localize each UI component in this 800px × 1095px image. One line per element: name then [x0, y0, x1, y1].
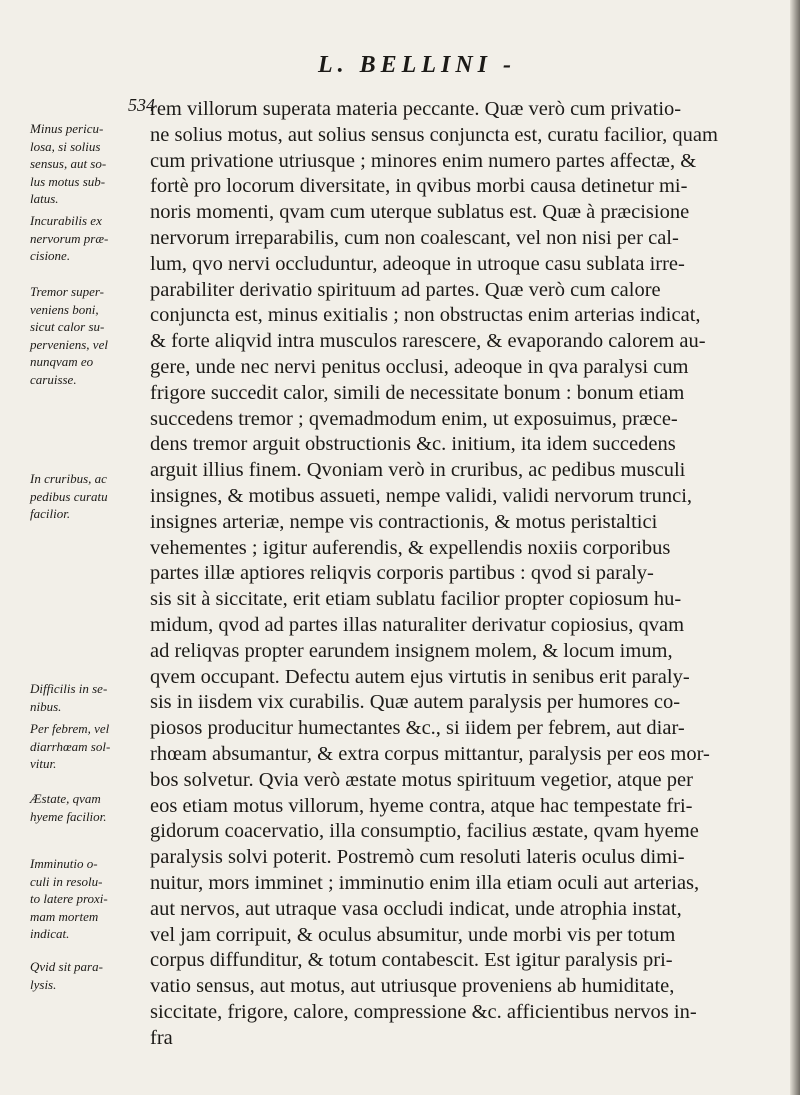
marginal-note-line: indicat. — [30, 926, 70, 941]
marginal-note-line: Minus pericu- — [30, 121, 104, 136]
body-line: fortè pro locorum diversitate, in qvibus morbi causa detinetur mi- — [150, 175, 688, 198]
body-line: frigore succedit calor, simili de necessitate bonum : bonum etiam — [150, 381, 685, 404]
body-line: & forte aliqvid intra musculos rarescere, & evaporando calorem au- — [150, 330, 706, 353]
body-line: eos etiam motus villorum, hyeme contra, atque hac tempestate fri- — [150, 794, 693, 817]
body-line: sis in iisdem vix curabilis. Quæ autem paralysis per humores co- — [150, 691, 681, 714]
running-head: L. BELLINI - — [318, 52, 516, 78]
body-line: dens tremor arguit obstructionis &c. initium, ita idem succedens — [150, 433, 676, 456]
marginal-note-line: nervorum præ- — [30, 230, 109, 246]
page-gutter — [790, 0, 800, 1095]
body-line: lum, qvo nervi occluduntur, adeoque in utroque casu sublata irre- — [150, 252, 685, 275]
marginal-note-line: Qvid sit para- — [30, 959, 103, 974]
body-line: vehementes ; igitur auferendis, & expellendis noxiis corporibus — [150, 536, 671, 559]
body-line: arguit illius finem. Qvoniam verò in cruribus, ac pedibus musculi — [150, 459, 686, 482]
body-line: cum privatione utriusque ; minores enim numero partes affectæ, & — [150, 149, 697, 172]
marginal-note-line: In cruribus, ac — [30, 471, 107, 486]
page-number: 534 — [128, 95, 155, 115]
body-line: vatio sensus, aut motus, aut utriusque proveniens ab humiditate, — [150, 975, 675, 998]
marginal-note-line: caruisse. — [30, 371, 77, 387]
marginal-note-line: Tremor super- — [30, 284, 105, 299]
body-line: ad reliqvas propter earundem insignem molem, & locum imum, — [150, 639, 673, 662]
body-line: qvem occupant. Defectu autem ejus virtutis in senibus erit paraly- — [150, 665, 690, 688]
marginal-note-line: lysis. — [30, 976, 57, 992]
body-line: siccitate, frigore, calore, compressione &c. afficientibus nervos in- — [150, 1001, 697, 1023]
marginal-note-line: diarrhœam sol- — [30, 738, 111, 754]
marginal-note-line: Æstate, qvam — [30, 791, 101, 806]
body-line: partes illæ aptiores reliqvis corporis partibus : qvod si paraly- — [150, 562, 654, 585]
body-line: paralysis solvi poterit. Postremò cum resoluti lateris oculus dimi- — [150, 846, 685, 869]
body-line: noris momenti, qvam cum uterque sublatus est. Quæ à præcisione — [150, 201, 690, 224]
body-line: fra — [150, 1026, 173, 1049]
marginal-note-line: facilior. — [30, 506, 71, 521]
marginal-note-line: lus motus sub- — [30, 173, 106, 189]
body-line: aut nervos, aut utraque vasa occludi indicat, unde atrophia instat, — [150, 897, 682, 920]
marginal-note-line: culi in resolu- — [30, 873, 103, 889]
marginal-note-line: Per febrem, vel — [30, 721, 110, 736]
body-line: insignes, & motibus assueti, nempe validi, validi nervorum trunci, — [150, 485, 693, 507]
marginal-note-line: latus. — [30, 191, 59, 206]
body-line: parabiliter derivatio spirituum ad partes. Quæ verò cum calore — [150, 278, 661, 301]
body-line: midum, qvod ad partes illas naturaliter derivatur copiosius, qvam — [150, 614, 685, 636]
body-line: nuitur, mors imminet ; imminutio enim illa etiam oculi aut arterias, — [150, 872, 700, 894]
marginal-note-line: veniens boni, — [30, 301, 99, 317]
marginal-note-line: vitur. — [30, 756, 57, 771]
body-line: ne solius motus, aut solius sensus conjuncta est, curatu facilior, quam — [150, 123, 718, 146]
marginal-note-line: Difficilis in se- — [30, 681, 108, 696]
marginal-note-line: Imminutio o- — [30, 856, 98, 871]
marginal-note-line: nibus. — [30, 698, 62, 714]
marginal-note-line: hyeme facilior. — [30, 808, 107, 824]
marginal-note-line: Incurabilis ex — [30, 213, 102, 228]
body-line: gidorum coacervatio, illa consumptio, facilius æstate, qvam hyeme — [150, 820, 699, 843]
body-line: piosos producitur humectantes &c., si iidem per febrem, aut diar- — [150, 717, 685, 740]
marginal-note-line: sicut calor su- — [30, 319, 105, 334]
body-line: sis sit à siccitate, erit etiam sublatu facilior propter copiosum hu- — [150, 588, 682, 611]
marginal-note-line: cisione. — [30, 248, 71, 263]
marginal-note-line: sensus, aut so- — [30, 156, 107, 171]
marginal-note-line: pedibus curatu — [30, 488, 108, 504]
body-line: conjuncta est, minus exitialis ; non obstructas enim arterias indicat, — [150, 304, 701, 327]
body-line: succedens tremor ; qvemadmodum enim, ut exposuimus, præce- — [150, 407, 678, 430]
body-line: gere, unde nec nervi penitus occlusi, adeoque in qva paralysi cum — [150, 356, 689, 378]
body-line: rem villorum superata materia peccante. Quæ verò cum privatio- — [150, 98, 682, 120]
body-line: vel jam corripuit, & oculus absumitur, unde morbi vis per totum — [150, 923, 676, 946]
body-line: bos solvetur. Qvia verò æstate motus spirituum vegetior, atque per — [150, 768, 693, 791]
body-line: nervorum irreparabilis, cum non coalescant, vel non nisi per cal- — [150, 227, 679, 249]
body-line: corpus diffunditur, & totum contabescit. Est igitur paralysis pri- — [150, 949, 673, 972]
marginal-note-line: nunqvam eo — [30, 354, 94, 369]
marginal-note-line: to latere proxi- — [30, 891, 108, 906]
marginal-note-line: perveniens, vel — [30, 336, 108, 352]
body-line: insignes arteriæ, nempe vis contractionis, & motus peristaltici — [150, 510, 658, 533]
marginal-note-line: losa, si solius — [30, 138, 101, 154]
marginal-note-line: mam mortem — [30, 908, 99, 924]
body-line: rhœam absumantur, & extra corpus mittantur, paralysis per eos mor- — [150, 743, 710, 765]
